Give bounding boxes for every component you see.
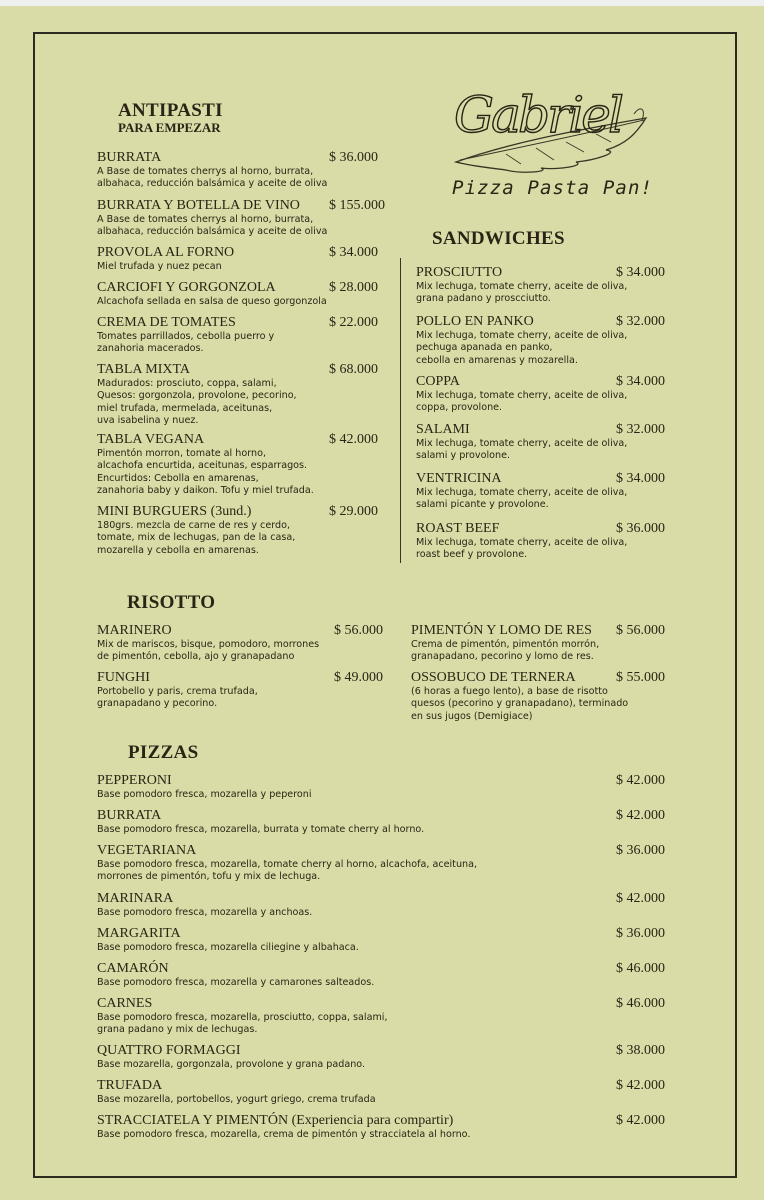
pizzas-item-name: TRUFADA [97, 1078, 163, 1093]
pizzas-item-name: STRACCIATELA Y PIMENTÓN (Experiencia para compartir) [97, 1113, 454, 1128]
pizzas-item [97, 891, 312, 919]
pizzas-item-description: Base mozarella, portobellos, yogurt griego, crema trufada [97, 1094, 376, 1105]
antipasti-item-description: Miel trufada y nuez pecan [97, 261, 222, 272]
risotto-item-description: Portobello y paris, crema trufada, granapadano y pecorino. [97, 686, 258, 710]
risotto-item-description: Mix de mariscos, bisque, pomodoro, morrones de pimentón, cebolla, ajo y granapadano [97, 639, 320, 663]
antipasti-item-price: $ 22.000 [329, 315, 378, 330]
antipasti-item-description: 180grs. mezcla de carne de res y cerdo, tomate, mix de lechugas, pan de la casa, mozarella y cebolla en amarenas. [97, 520, 296, 556]
pizzas-item-name: MARINARA [97, 891, 174, 906]
pizzas-item-name: QUATTRO FORMAGGI [97, 1043, 241, 1058]
pizzas-item-price: $ 42.000 [616, 891, 665, 906]
pizzas-item-price: $ 36.000 [616, 843, 665, 858]
sandwiches-item [416, 471, 627, 512]
antipasti-item-price: $ 155.000 [329, 198, 385, 213]
brand-name: Gabriel [454, 86, 624, 144]
pizzas-item-name: MARGARITA [97, 926, 181, 941]
antipasti-item [97, 504, 295, 557]
gabriel-logo [446, 74, 676, 204]
antipasti-subheading: PARA EMPEZAR [118, 120, 221, 135]
pizzas-item [97, 926, 359, 954]
pizzas-item-price: $ 42.000 [616, 1078, 665, 1093]
antipasti-item-price: $ 29.000 [329, 504, 378, 519]
antipasti-item-description: A Base de tomates cherrys al horno, burrata, albahaca, reducción balsámica y aceite de oliva [97, 166, 328, 190]
antipasti-item-description: Madurados: prosciuto, coppa, salami, Quesos: gorgonzola, provolone, pecorino, miel trufada, mermelada, aceitunas, uva isabelina y nuez. [97, 378, 297, 426]
antipasti-item-description: A Base de tomates cherrys al horno, burrata, albahaca, reducción balsámica y aceite de oliva [97, 214, 328, 238]
pizzas-item-price: $ 46.000 [616, 996, 665, 1011]
sandwiches-item-description: Mix lechuga, tomate cherry, aceite de oliva, salami picante y provolone. [416, 487, 628, 511]
antipasti-item-name: CARCIOFI Y GORGONZOLA [97, 280, 276, 295]
sandwiches-item [416, 265, 627, 306]
pizzas-item-description: Base pomodoro fresca, mozarella y peperoni [97, 789, 312, 800]
risotto-item-price: $ 56.000 [616, 623, 665, 638]
sandwiches-heading: SANDWICHES [432, 228, 565, 249]
antipasti-item [97, 245, 234, 273]
pizzas-item-price: $ 42.000 [616, 773, 665, 788]
sandwiches-item-description: Mix lechuga, tomate cherry, aceite de oliva, roast beef y provolone. [416, 537, 628, 561]
pizzas-item-name: CARNES [97, 996, 153, 1011]
pizzas-item-description: Base pomodoro fresca, mozarella, burrata y tomate cherry al horno. [97, 824, 425, 835]
antipasti-item-price: $ 42.000 [329, 432, 378, 447]
antipasti-item-price: $ 68.000 [329, 362, 378, 377]
antipasti-item-description: Alcachofa sellada en salsa de queso gorgonzola [97, 296, 327, 307]
antipasti-item-name: BURRATA Y BOTELLA DE VINO [97, 198, 300, 213]
pizzas-item [97, 808, 424, 836]
risotto-item-price: $ 55.000 [616, 670, 665, 685]
antipasti-item [97, 198, 327, 239]
sandwiches-item-price: $ 34.000 [616, 265, 665, 280]
top-strip [0, 0, 764, 6]
sandwiches-item-name: COPPA [416, 374, 460, 389]
sandwiches-item [416, 422, 627, 463]
antipasti-item-name: TABLA VEGANA [97, 432, 205, 447]
risotto-item-price: $ 49.000 [334, 670, 383, 685]
risotto-item-name: PIMENTÓN Y LOMO DE RES [411, 623, 592, 638]
antipasti-item [97, 432, 314, 497]
risotto-item-description: (6 horas a fuego lento), a base de risotto quesos (pecorino y granapadano), terminado en sus jugos (Demigiace) [411, 686, 629, 722]
antipasti-item-description: Pimentón morron, tomate al horno, alcachofa encurtida, aceitunas, esparragos. Encurtidos: Cebolla en amarenas, zanahoria baby y daikon. Tofu y miel trufada. [97, 448, 314, 496]
pizzas-item-description: Base pomodoro fresca, mozarella y camarones salteados. [97, 977, 375, 988]
antipasti-item-name: TABLA MIXTA [97, 362, 191, 377]
risotto-item-price: $ 56.000 [334, 623, 383, 638]
antipasti-item-name: MINI BURGUERS (3und.) [97, 504, 252, 519]
risotto-item-name: MARINERO [97, 623, 172, 638]
sandwiches-item-name: SALAMI [416, 422, 470, 437]
antipasti-item-price: $ 36.000 [329, 150, 378, 165]
antipasti-item [97, 280, 327, 308]
pizzas-item-name: VEGETARIANA [97, 843, 197, 858]
pizzas-item [97, 1078, 376, 1106]
sandwiches-item [416, 374, 627, 415]
sandwiches-item-name: ROAST BEEF [416, 521, 500, 536]
pizzas-item [97, 843, 477, 884]
sandwiches-item-name: PROSCIUTTO [416, 265, 503, 280]
antipasti-item-name: PROVOLA AL FORNO [97, 245, 235, 260]
risotto-item-name: OSSOBUCO DE TERNERA [411, 670, 576, 685]
pizzas-item-name: CAMARÓN [97, 961, 169, 976]
sandwiches-item-price: $ 34.000 [616, 471, 665, 486]
sandwiches-item-price: $ 36.000 [616, 521, 665, 536]
sandwiches-item-price: $ 34.000 [616, 374, 665, 389]
sandwiches-item [416, 314, 627, 367]
sandwiches-item-description: Mix lechuga, tomate cherry, aceite de oliva, salami y provolone. [416, 438, 628, 462]
risotto-heading: RISOTTO [127, 592, 216, 613]
sandwiches-item-price: $ 32.000 [616, 314, 665, 329]
pizzas-item-description: Base pomodoro fresca, mozarella, tomate cherry al horno, alcachofa, aceituna, morrones de pimentón, tofu y mix de lechuga. [97, 859, 478, 883]
antipasti-heading: ANTIPASTI [118, 100, 223, 121]
pizzas-item [97, 773, 312, 801]
sandwiches-item-description: Mix lechuga, tomate cherry, aceite de oliva, grana padano y proscciutto. [416, 281, 628, 305]
risotto-item [97, 623, 319, 664]
antipasti-item [97, 362, 297, 427]
antipasti-item [97, 315, 274, 356]
risotto-item-description: Crema de pimentón, pimentón morrón, granapadano, pecorino y lomo de res. [411, 639, 600, 663]
pizzas-item-description: Base mozarella, gorgonzala, provolone y grana padano. [97, 1059, 366, 1070]
pizzas-item [97, 961, 374, 989]
pizzas-item-description: Base pomodoro fresca, mozarella y anchoas. [97, 907, 313, 918]
pizzas-item-price: $ 38.000 [616, 1043, 665, 1058]
pizzas-heading: PIZZAS [128, 742, 199, 763]
pizzas-item-price: $ 42.000 [616, 1113, 665, 1128]
sandwiches-divider [400, 258, 401, 563]
sandwiches-item-price: $ 32.000 [616, 422, 665, 437]
antipasti-item-price: $ 34.000 [329, 245, 378, 260]
risotto-item [411, 670, 628, 723]
pizzas-item-description: Base pomodoro fresca, mozarella, prosciutto, coppa, salami, grana padano y mix de lechugas. [97, 1012, 388, 1036]
risotto-item [97, 670, 258, 711]
risotto-item-name: FUNGHI [97, 670, 150, 685]
sandwiches-item-description: Mix lechuga, tomate cherry, aceite de oliva, pechuga apanada en panko, cebolla en amarenas y mozarella. [416, 330, 628, 366]
pizzas-item [97, 996, 388, 1037]
pizzas-item-price: $ 46.000 [616, 961, 665, 976]
pizzas-item-price: $ 42.000 [616, 808, 665, 823]
antipasti-item [97, 150, 327, 191]
risotto-item [411, 623, 599, 664]
sandwiches-item-name: POLLO EN PANKO [416, 314, 534, 329]
antipasti-item-name: CREMA DE TOMATES [97, 315, 236, 330]
sandwiches-item [416, 521, 627, 562]
logo-leaf-icon [446, 74, 676, 204]
pizzas-item-name: BURRATA [97, 808, 162, 823]
pizzas-item-description: Base pomodoro fresca, mozarella ciliegine y albahaca. [97, 942, 359, 953]
pizzas-item-description: Base pomodoro fresca, mozarella, crema de pimentón y stracciatela al horno. [97, 1129, 471, 1140]
sandwiches-item-description: Mix lechuga, tomate cherry, aceite de oliva, coppa, provolone. [416, 390, 628, 414]
pizzas-item [97, 1113, 470, 1141]
sandwiches-item-name: VENTRICINA [416, 471, 502, 486]
pizzas-item-price: $ 36.000 [616, 926, 665, 941]
pizzas-item-name: PEPPERONI [97, 773, 172, 788]
antipasti-item-name: BURRATA [97, 150, 162, 165]
antipasti-item-description: Tomates parrillados, cebolla puerro y zanahoria macerados. [97, 331, 275, 355]
antipasti-item-price: $ 28.000 [329, 280, 378, 295]
brand-tagline: Pizza Pasta Pan! [452, 177, 652, 199]
pizzas-item [97, 1043, 365, 1071]
